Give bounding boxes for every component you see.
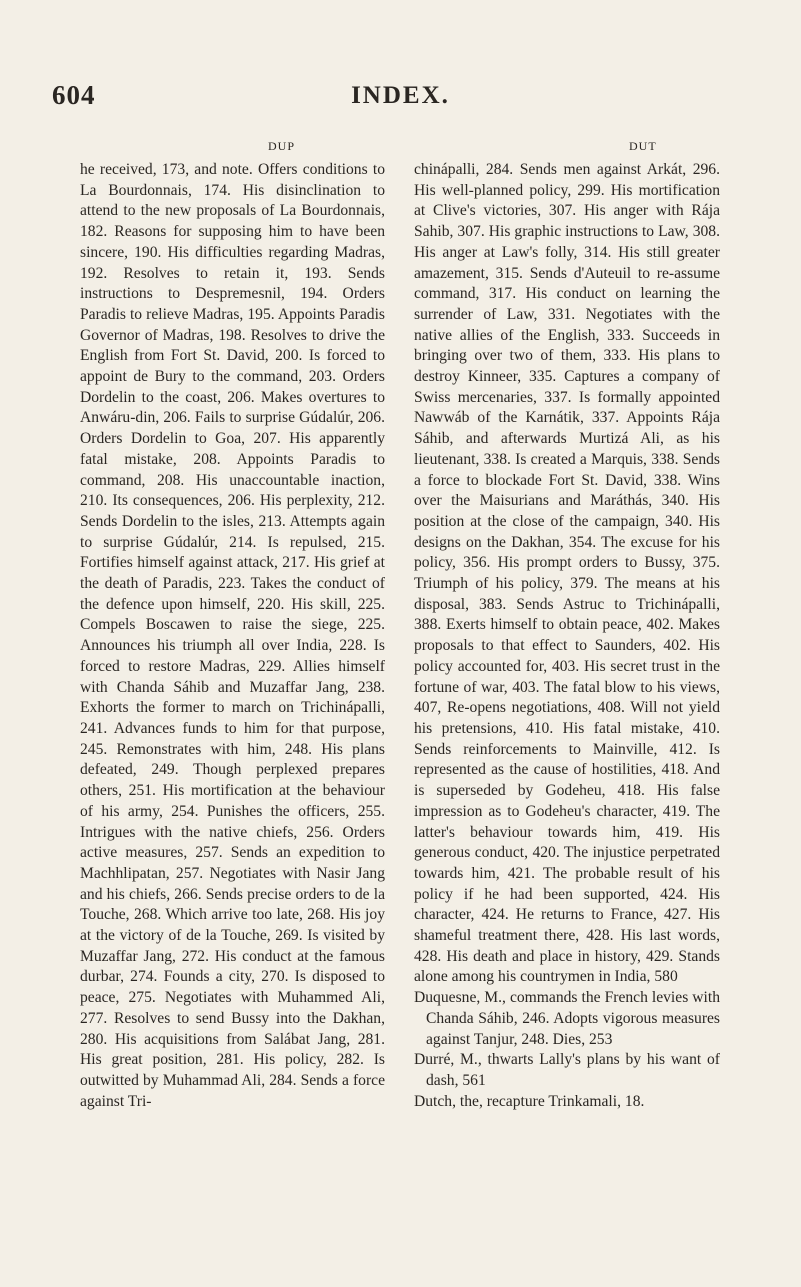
column-divider bbox=[400, 140, 401, 1140]
index-entry-text: he received, 173, and note. Offers conditions to La Bourdonnais, 174. His disinclination to attend to the new proposals of La Bourdonnais, 182. Reasons for supposing him to have been sincere, 190. His difficulties regarding Madras, 192. Resolves to retain it, 193. Sends instructions to Despremesnil, 194. Orders Paradis to relieve Madras, 195. Appoints Paradis Governor of Madras, 198. Resolves to drive the English from Fort St. David, 200. Is forced to appoint de Bury to the command, 203. Orders Dordelin to the coast, 206. Makes overtures to Anwáru-din, 206. Fails to surprise Gúdalúr, 206. Orders Dordelin to Goa, 207. His apparently fatal mistake, 208. Appoints Paradis to command, 208. His unaccountable inaction, 210. Its consequences, 206. His perplexity, 212. Sends Dordelin to the isles, 213. Attempts again to surprise Gúdalúr, 214. Is repulsed, 215. Fortifies himself against attack, 217. His grief at the death of Paradis, 223. Takes the conduct of the defence upon himself, 220. His skill, 225. Compels Boscawen to raise the siege, 225. Announces his triumph all over India, 228. Is forced to restore Madras, 229. Allies himself with Chanda Sáhib and Muzaffar Jang, 238. Exhorts the former to march on Trichinápalli, 241. Advances funds to him for that purpose, 245. Remonstrates with him, 248. His plans defeated, 249. Though perplexed prepares others, 251. His mortification at the behaviour of his army, 254. Punishes the officers, 255. Intrigues with the native chiefs, 256. Orders active measures, 257. Sends an expedition to Machhlipatan, 257. Negotiates with Nasir Jang and his chiefs, 266. Sends precise orders to de la Touche, 268. Which arrive too late, 268. His joy at the victory of de la Touche, 269. Is visited by Muzaffar Jang, 272. His conduct at the famous durbar, 274. Founds a city, 270. Is disposed to peace, 275. Negotiates with Muhammed Ali, 277. Resolves to send Bussy into the Dakhan, 280. His acquisitions from Salábat Jang, 281. His great position, 281. His policy, 282. Is outwitted by Muhammad Ali, 284. Sends a force against Tri- bbox=[80, 161, 385, 1110]
left-column bbox=[80, 160, 385, 1112]
running-title: INDEX. bbox=[351, 82, 450, 109]
index-entry-continuation: chinápalli, 284. Sends men against Arkát, 296. His well-planned policy, 299. His mortification at Clive's victories, 307. His anger with Rája Sahib, 307. His graphic instructions to Law, 308. His anger at Law's folly, 314. His still greater amazement, 315. Sends d'Auteuil to re-assume command, 317. His conduct on learning the surrender of Law, 331. Negotiates with the native allies of the English, 333. Succeeds in bringing over two of them, 333. His plans to destroy Kinneer, 335. Captures a company of Swiss mercenaries, 337. Is formally appointed Nawwáb of the Karnátik, 337. Appoints Rája Sáhib, and afterwards Murtizá Ali, as his lieutenant, 338. Is created a Marquis, 338. Sends a force to blockade Fort St. David, 338. Wins over the Maisurians and Maráthás, 340. His position at the close of the campaign, 340. His designs on the Dakhan, 354. The excuse for his policy, 356. His prompt orders to Bussy, 375. Triumph of his policy, 379. The means at his disposal, 383. Sends Astruc to Trichinápalli, 388. Exerts himself to obtain peace, 402. Makes proposals to that effect to Saunders, 402. His policy accounted for, 403. His secret trust in the fortune of war, 403. The fatal blow to his views, 407, Re-opens negotiations, 408. Will not yield his pretensions, 410. His fatal mistake, 410. Sends reinforcements to Mainville, 412. Is represented as the cause of hostilities, 418. And is superseded by Godeheu, 418. His false impression as to Godeheu's character, 419. The latter's behaviour towards him, 419. His generous conduct, 420. The injustice perpetrated towards him, 421. The probable result of his policy if he had been supported, 424. His character, 424. He returns to France, 427. His shameful treatment there, 428. His last words, 428. His death and place in history, 429. Stands alone among his countrymen in India, 580 bbox=[414, 161, 720, 986]
page-number: 604 bbox=[52, 80, 96, 110]
right-column bbox=[414, 160, 720, 1112]
index-entry-duquesne: Duquesne, M., commands the French levies with Chanda Sáhib, 246. Adopts vigorous measures against Tanjur, 248. Dies, 253 bbox=[414, 989, 720, 1048]
right-column-catchword: DUT bbox=[629, 139, 657, 153]
page-header bbox=[52, 80, 749, 120]
left-column-catchword: DUP bbox=[268, 139, 296, 153]
index-entry-dutch: Dutch, the, recapture Trinkamali, 18. bbox=[414, 1092, 645, 1110]
index-entry-durre: Durré, M., thwarts Lally's plans by his want of dash, 561 bbox=[414, 1051, 720, 1089]
